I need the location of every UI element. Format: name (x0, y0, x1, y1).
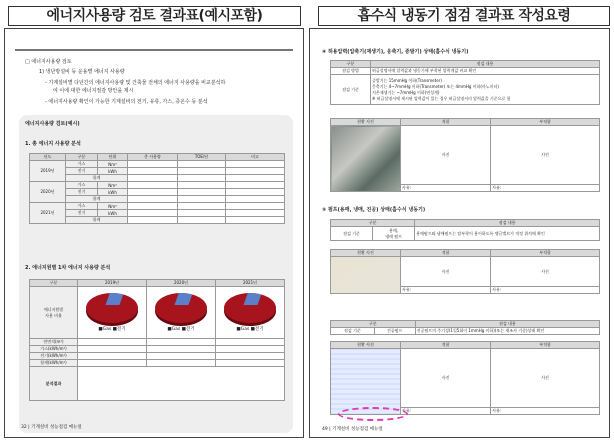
criteria-line: ※ 허급설명서에 제시된 압력값이 있는 경우 허급설명서의 압력값을 기준으로 함 (372, 95, 511, 101)
table-cell: 전기 (66, 210, 98, 217)
table-header: 현황 사진 (331, 342, 401, 349)
table-cell: 가스 (66, 203, 98, 210)
table-cell: 사유: (401, 184, 491, 191)
table-row (331, 328, 600, 335)
criteria-line: 증발기는 15mmHg 이하(Transmeter) (372, 77, 442, 83)
table-row (30, 168, 285, 175)
table-header: 총 사용량 (128, 154, 178, 161)
table-header: 점검 내용 (415, 220, 600, 227)
table-row (30, 346, 285, 353)
table-row (30, 175, 285, 182)
gauge-photo (331, 349, 401, 415)
table-cell: 전기(kWh/m²) (30, 353, 78, 360)
table-cell: 에너지원별 사용 비율 (30, 287, 78, 339)
table-cell: 사진 (401, 126, 491, 185)
table-cell: kWh (98, 168, 128, 175)
table-cell: Nm³ (98, 161, 128, 168)
analysis-content (78, 367, 285, 401)
table-row (30, 203, 285, 210)
pie-legend: ■Gas ■전기 (167, 326, 195, 332)
table-header: 구분 (30, 280, 78, 287)
table-header: 구분 (331, 61, 371, 68)
header-rule (15, 49, 293, 51)
table-row (331, 68, 600, 75)
table-cell: 2021년 (30, 203, 66, 224)
bullet-text: - 에너지사용량 확인이 가능한 기계설비의 전기, 유류, 가스, 증온수 등 분석 (45, 99, 208, 105)
table2-title: 2. 에너지원별 1차 에너지 사용량 분석 (25, 265, 111, 271)
pie-chart (86, 293, 138, 323)
energy-source-table (29, 279, 285, 401)
site-photo (331, 126, 401, 192)
example-box (19, 115, 293, 433)
table-cell: kWh (98, 210, 128, 217)
table-cell: 사진 (401, 257, 491, 287)
pie-legend: ■Gas ■전기 (236, 326, 264, 332)
table-header: 적합 (401, 342, 491, 349)
pie-chart (224, 293, 276, 323)
right-panel-title: 흡수식 냉동기 점검 결과표 작성요령 (318, 6, 610, 26)
table-row (30, 182, 285, 189)
table-header: 점검 내용 (371, 61, 600, 68)
table-cell: 점검 기준 (331, 227, 373, 241)
table-cell: 사유: (401, 287, 491, 294)
table-cell: 가스 (66, 161, 98, 168)
bullet-text: 여 이에 대한 에너지절감 방안을 제시 (53, 88, 134, 94)
table-row (30, 161, 285, 168)
table-header: 2021년 (216, 280, 285, 287)
table-cell: 2019년 (30, 161, 66, 182)
table-header: 2020년 (147, 280, 216, 287)
table-row (30, 353, 285, 360)
pump-check-table (330, 219, 600, 241)
pie-chart-cell (147, 287, 216, 339)
table-cell: 합계 (66, 175, 128, 182)
pie-legend: ■Gas ■전기 (98, 326, 126, 332)
table-cell: 사유: (401, 407, 491, 414)
table-cell: 합계(kWh/m²) (30, 360, 78, 367)
photo-table (330, 341, 600, 415)
table-cell: 사진 (401, 349, 491, 408)
table-row (331, 349, 600, 408)
table-cell: 진공펌프 (374, 328, 415, 335)
photo-table (330, 118, 600, 192)
page-footer: 49 | 기계설비 성능점검 매뉴얼 (322, 427, 383, 432)
table-header: 2019년 (78, 280, 147, 287)
pump-photo (331, 257, 401, 294)
table-header: 적합 (401, 250, 491, 257)
section-heading: □ 에너지사용량 검토 (25, 59, 72, 65)
table-header: TOE/년 (178, 154, 226, 161)
pie-chart-cell (78, 287, 147, 339)
section4-title: ④ 허용압력(압축기(재생기), 응축기, 증발기) 상태(흡수식 냉동기) (322, 49, 469, 55)
table-row (30, 360, 285, 367)
right-document-page (309, 28, 610, 438)
box-title: 에너지사용량 검토(예시) (25, 121, 80, 127)
page-footer: 32 | 기계설비 성능점검 매뉴얼 (21, 425, 82, 430)
table-header: 점검 내용 (415, 321, 599, 328)
table-row (331, 257, 600, 287)
table-cell: 사진 (491, 126, 600, 185)
pie-chart-cell (216, 287, 285, 339)
table-cell: 사유: (491, 287, 600, 294)
table1-title: 1. 총 에너지 사용량 분석 (25, 141, 81, 147)
table-cell: 가스 (66, 182, 98, 189)
table-row (331, 126, 600, 185)
table-header: 현황 사진 (331, 119, 401, 126)
table-cell: 사진 (491, 349, 600, 408)
left-panel-title: 에너지사용량 검토 결과표(예시포함) (8, 6, 301, 26)
photo-table (330, 249, 600, 294)
criteria-line: 응축기는 4~7mmHg 이하(Transmeter) 또는 4mmHg 이하(마노미터) (372, 83, 499, 89)
table-cell: 연면적(m²) (30, 339, 78, 346)
table-header: 년도 (30, 154, 66, 161)
table-header: 부적합 (491, 119, 600, 126)
table-row (30, 367, 285, 401)
table-cell: 점검 기준 (331, 328, 375, 335)
table-header: 단위 (98, 154, 128, 161)
table-row (331, 227, 600, 241)
pressure-check-table (330, 60, 600, 105)
table-cell: 전기 (66, 189, 98, 196)
table-row (30, 189, 285, 196)
table-cell: 사진 (491, 257, 600, 287)
highlight-oval (338, 407, 408, 421)
energy-usage-table (29, 153, 285, 224)
table-header: 부적합 (491, 250, 600, 257)
table-cell: 가스(kWh/m²) (30, 346, 78, 353)
table-cell: 전기 (66, 168, 98, 175)
table-row (331, 75, 600, 105)
table-cell: 용매, 냉매 펌프 (373, 227, 415, 241)
table-row (30, 196, 285, 203)
table-row (30, 287, 285, 339)
table-cell: 점검 기준 (331, 75, 371, 105)
table-cell: Nm³ (98, 182, 128, 189)
bullet-text: - 기계설비별 다년간의 에너지사용량 및 건축물 전체의 에너지 사용량을 비교분석하 (45, 80, 226, 86)
table-header: 적합 (401, 119, 491, 126)
table-row (30, 217, 285, 224)
table-cell: 합계 (66, 217, 128, 224)
table-header: 구분 (331, 220, 415, 227)
table-cell: 진공펌프의 주기성(1일5회이 1mmHg 이하)(또는 제조사 기준)상태 확인 (415, 328, 599, 335)
table-header: 부적합 (491, 342, 600, 349)
criteria-line: 저온재생기는 ~7mmHg 이하(연성계) (372, 89, 440, 95)
table-cell: kWh (98, 189, 128, 196)
table-header: 현황 사진 (331, 250, 401, 257)
table-cell: 점검 방법 (331, 68, 371, 75)
table-cell: 합계 (66, 196, 128, 203)
item-heading: 1) 냉난방설비 등 운용별 에너지 사용량 (39, 69, 125, 75)
left-document-page (4, 28, 304, 438)
table-header: 구분 (331, 321, 416, 328)
table-cell: 용매펌프와 냉매펌프는 탈부착이 용이하도록 앵글밸브가 적정 위치에 확인 (415, 227, 600, 241)
analysis-label: 분석결과 (30, 367, 78, 401)
table-cell: 2020년 (30, 182, 66, 203)
section5-title: ⑤ 펌프(용매, 냉매, 진공) 상태(흡수식 냉동기) (322, 207, 426, 213)
table-header: 비고 (226, 154, 285, 161)
table-row (30, 339, 285, 346)
table-row (30, 210, 285, 217)
vacuum-check-table (330, 320, 600, 335)
table-header: 구분 (66, 154, 98, 161)
table-cell: Nm³ (98, 203, 128, 210)
table-cell: 사유: (491, 407, 600, 414)
table-cell: 허급설명서에 압력값과 냉동기에 부착된 압력계값 비교 확인 (371, 68, 600, 75)
pie-chart (155, 293, 207, 323)
table-cell: 사유: (491, 184, 600, 191)
